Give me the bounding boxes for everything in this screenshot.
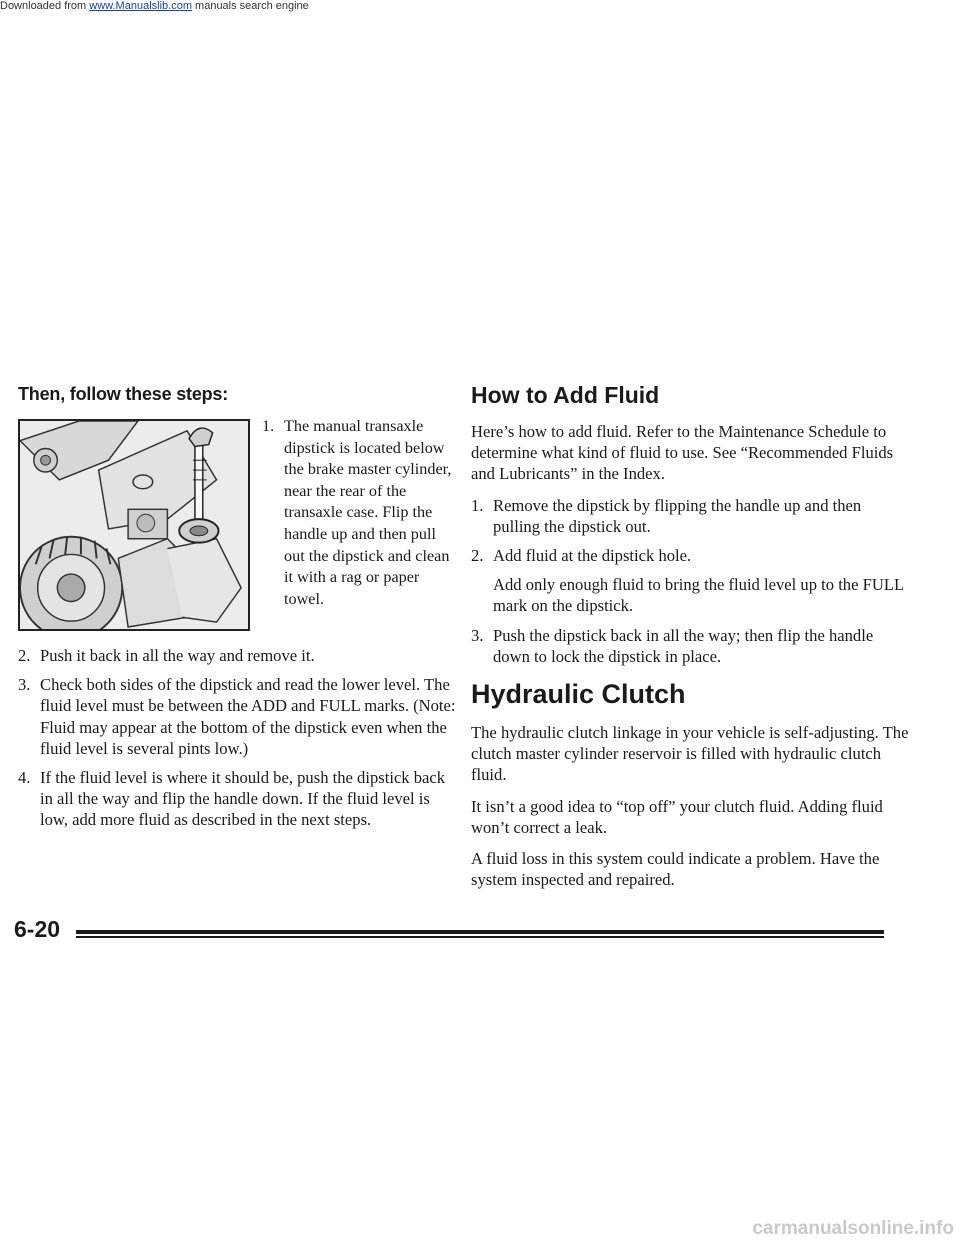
step-number: 1. <box>471 495 484 515</box>
add-fluid-steps-list <box>471 495 911 667</box>
footer-rule-thin <box>76 936 884 938</box>
step-number: 3. <box>18 675 31 695</box>
step-1-row <box>18 419 458 631</box>
hydraulic-clutch-heading: Hydraulic Clutch <box>471 679 686 710</box>
step-number: 4. <box>18 768 31 788</box>
how-intro: Here’s how to add fluid. Refer to the Maintenance Schedule to determine what kind of fluid to use. See “Recommended Fluids and Lubricants” in the Index. <box>471 422 894 484</box>
left-column <box>18 384 458 839</box>
step-sub-text: Add only enough fluid to bring the fluid level up to the FULL mark on the dipstick. <box>493 575 904 616</box>
step-text: Push it back in all the way and remove it. <box>40 646 315 665</box>
page-footer <box>14 916 886 976</box>
page-number: 6-20 <box>14 916 61 942</box>
step-text: Add fluid at the dipstick hole. <box>493 546 692 566</box>
transaxle-dipstick-illustration <box>18 419 250 631</box>
transaxle-drawing <box>20 421 248 629</box>
list-item <box>18 645 458 666</box>
step-body <box>493 545 911 617</box>
step-number: 2. <box>18 646 31 665</box>
step-number: 2. <box>471 546 484 566</box>
clutch-paragraph: A fluid loss in this system could indicate a problem. Have the system inspected and repaired. <box>471 849 880 890</box>
list-item <box>18 674 458 759</box>
manualslib-link[interactable]: www.Manualslib.com <box>89 0 192 12</box>
step-1 <box>262 416 458 610</box>
steps-heading: Then, follow these steps: <box>18 384 229 404</box>
list-item <box>18 767 458 831</box>
list-item <box>471 545 911 617</box>
list-item <box>471 495 911 537</box>
step-text: Push the dipstick back in all the way; then flip the handle down to lock the dipstick in place. <box>493 625 874 666</box>
step-1-text: The manual transaxle dipstick is located below the brake master cylinder, near the rear of the transaxle case. Flip the handle up and then pull out the dipstick and clean it with a rag or paper towel. <box>284 417 452 608</box>
how-to-add-fluid-heading: How to Add Fluid <box>471 382 660 408</box>
step-number: 3. <box>471 625 484 645</box>
footer-rule-thick <box>76 930 884 934</box>
clutch-paragraph: It isn’t a good idea to “top off” your clutch fluid. Adding fluid won’t correct a leak. <box>471 796 883 837</box>
clutch-paragraph: The hydraulic clutch linkage in your vehicle is self-adjusting. The clutch master cylinder reservoir is filled with hydraulic clutch fluid. <box>471 723 909 785</box>
check-steps-list <box>18 645 458 831</box>
download-watermark <box>0 0 309 12</box>
watermark-suffix: manuals search engine <box>191 0 309 12</box>
list-item <box>471 625 911 667</box>
step-text: Remove the dipstick by flipping the handle up and then pulling the dipstick out. <box>493 495 862 536</box>
watermark-prefix: Downloaded from <box>0 0 90 12</box>
step-text: If the fluid level is where it should be, push the dipstick back in all the way and flip the handle down. If the fluid level is low, add more fluid as described in the next steps. <box>40 768 446 830</box>
step-1-number: 1. <box>262 417 275 435</box>
step-text: Check both sides of the dipstick and read the lower level. The fluid level must be between the ADD and FULL marks. (Note: Fluid may appear at the bottom of the dipstick even when the fluid level is several pints low.) <box>40 675 456 758</box>
right-column <box>471 382 911 900</box>
site-watermark: carmanualsonline.info <box>752 1218 954 1239</box>
